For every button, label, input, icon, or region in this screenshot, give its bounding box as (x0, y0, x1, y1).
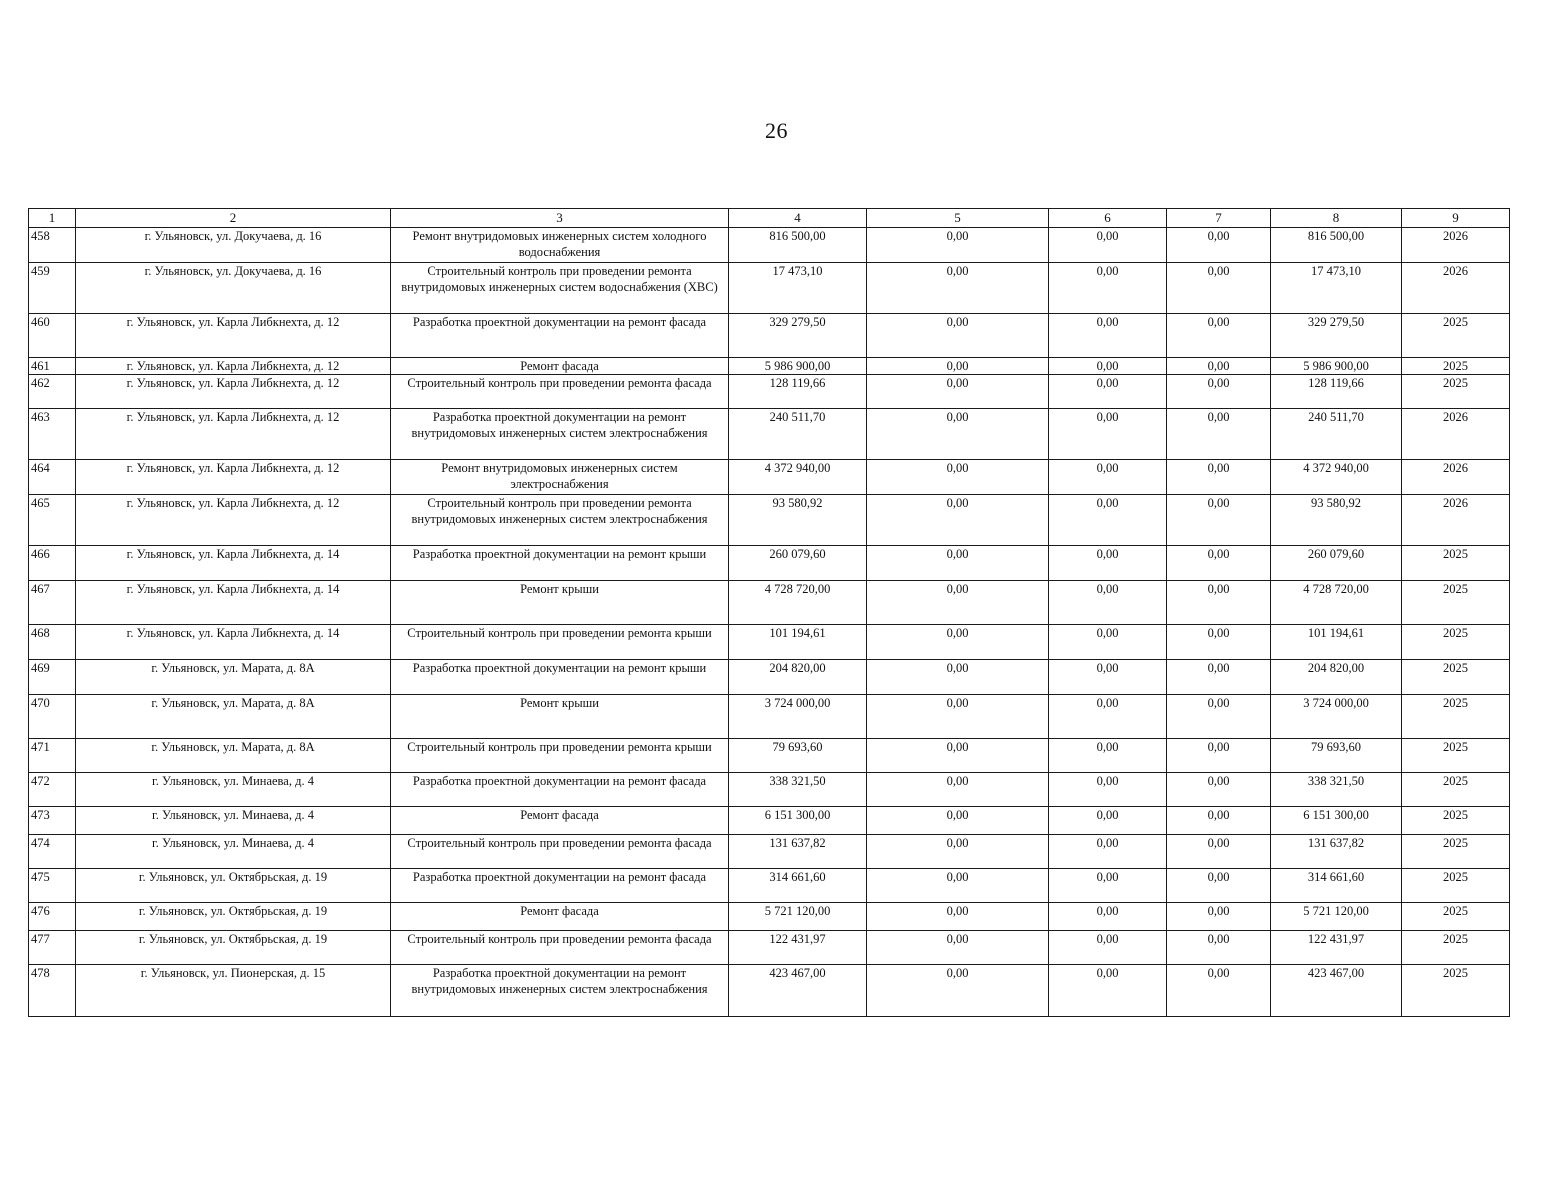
amount-col7-cell: 0,00 (1167, 869, 1271, 903)
table-row (29, 625, 1510, 660)
amount-col7-cell: 0,00 (1167, 314, 1271, 358)
address-cell: г. Ульяновск, ул. Пионерская, д. 15 (76, 965, 391, 1017)
amount-col4-cell: 204 820,00 (729, 660, 867, 695)
row-number: 468 (29, 625, 76, 660)
amount-col5-cell: 0,00 (867, 835, 1049, 869)
amount-col8-cell: 314 661,60 (1271, 869, 1402, 903)
address-cell: г. Ульяновск, ул. Октябрьская, д. 19 (76, 903, 391, 931)
amount-col6-cell: 0,00 (1049, 931, 1167, 965)
amount-col7-cell: 0,00 (1167, 581, 1271, 625)
amount-col7-cell: 0,00 (1167, 409, 1271, 460)
column-header: 4 (729, 209, 867, 228)
amount-col4-cell: 93 580,92 (729, 495, 867, 546)
year-cell: 2025 (1402, 903, 1510, 931)
amount-col7-cell: 0,00 (1167, 965, 1271, 1017)
amount-col4-cell: 423 467,00 (729, 965, 867, 1017)
amount-col5-cell: 0,00 (867, 409, 1049, 460)
amount-col5-cell: 0,00 (867, 263, 1049, 314)
row-number: 475 (29, 869, 76, 903)
work-type-cell: Строительный контроль при проведении ремонта крыши (391, 739, 729, 773)
year-cell: 2025 (1402, 931, 1510, 965)
table-row (29, 460, 1510, 495)
work-type-cell: Ремонт фасада (391, 358, 729, 375)
amount-col4-cell: 260 079,60 (729, 546, 867, 581)
address-cell: г. Ульяновск, ул. Марата, д. 8А (76, 695, 391, 739)
table-row (29, 903, 1510, 931)
address-cell: г. Ульяновск, ул. Минаева, д. 4 (76, 773, 391, 807)
table-body (29, 228, 1510, 1017)
amount-col5-cell: 0,00 (867, 460, 1049, 495)
amount-col7-cell: 0,00 (1167, 228, 1271, 263)
year-cell: 2025 (1402, 375, 1510, 409)
year-cell: 2026 (1402, 460, 1510, 495)
year-cell: 2025 (1402, 773, 1510, 807)
amount-col8-cell: 423 467,00 (1271, 965, 1402, 1017)
amount-col7-cell: 0,00 (1167, 660, 1271, 695)
amount-col7-cell: 0,00 (1167, 495, 1271, 546)
amount-col6-cell: 0,00 (1049, 495, 1167, 546)
amount-col5-cell: 0,00 (867, 931, 1049, 965)
table-row (29, 581, 1510, 625)
amount-col6-cell: 0,00 (1049, 835, 1167, 869)
amount-col7-cell: 0,00 (1167, 546, 1271, 581)
amount-col6-cell: 0,00 (1049, 358, 1167, 375)
amount-col6-cell: 0,00 (1049, 695, 1167, 739)
year-cell: 2025 (1402, 546, 1510, 581)
table-row (29, 931, 1510, 965)
amount-col5-cell: 0,00 (867, 495, 1049, 546)
table-row (29, 695, 1510, 739)
row-number: 470 (29, 695, 76, 739)
address-cell: г. Ульяновск, ул. Марата, д. 8А (76, 739, 391, 773)
work-type-cell: Разработка проектной документации на ремонт фасада (391, 869, 729, 903)
amount-col8-cell: 6 151 300,00 (1271, 807, 1402, 835)
amount-col7-cell: 0,00 (1167, 358, 1271, 375)
amount-col4-cell: 128 119,66 (729, 375, 867, 409)
address-cell: г. Ульяновск, ул. Карла Либкнехта, д. 12 (76, 358, 391, 375)
address-cell: г. Ульяновск, ул. Карла Либкнехта, д. 12 (76, 409, 391, 460)
amount-col4-cell: 122 431,97 (729, 931, 867, 965)
table-row (29, 409, 1510, 460)
amount-col5-cell: 0,00 (867, 695, 1049, 739)
year-cell: 2026 (1402, 495, 1510, 546)
amount-col8-cell: 4 372 940,00 (1271, 460, 1402, 495)
amount-col6-cell: 0,00 (1049, 660, 1167, 695)
row-number: 465 (29, 495, 76, 546)
amount-col7-cell: 0,00 (1167, 625, 1271, 660)
amount-col5-cell: 0,00 (867, 807, 1049, 835)
work-type-cell: Ремонт фасада (391, 903, 729, 931)
table-row (29, 228, 1510, 263)
amount-col6-cell: 0,00 (1049, 460, 1167, 495)
row-number: 472 (29, 773, 76, 807)
year-cell: 2025 (1402, 581, 1510, 625)
amount-col8-cell: 240 511,70 (1271, 409, 1402, 460)
amount-col6-cell: 0,00 (1049, 546, 1167, 581)
work-type-cell: Разработка проектной документации на ремонт крыши (391, 546, 729, 581)
work-type-cell: Ремонт крыши (391, 581, 729, 625)
address-cell: г. Ульяновск, ул. Карла Либкнехта, д. 12 (76, 375, 391, 409)
work-type-cell: Ремонт крыши (391, 695, 729, 739)
amount-col5-cell: 0,00 (867, 660, 1049, 695)
amount-col4-cell: 240 511,70 (729, 409, 867, 460)
table-row (29, 773, 1510, 807)
address-cell: г. Ульяновск, ул. Докучаева, д. 16 (76, 263, 391, 314)
address-cell: г. Ульяновск, ул. Карла Либкнехта, д. 12 (76, 495, 391, 546)
column-header: 7 (1167, 209, 1271, 228)
repair-register-table (28, 208, 1510, 1017)
amount-col5-cell: 0,00 (867, 546, 1049, 581)
amount-col7-cell: 0,00 (1167, 695, 1271, 739)
table-row (29, 739, 1510, 773)
amount-col4-cell: 329 279,50 (729, 314, 867, 358)
amount-col4-cell: 79 693,60 (729, 739, 867, 773)
amount-col4-cell: 314 661,60 (729, 869, 867, 903)
amount-col6-cell: 0,00 (1049, 409, 1167, 460)
amount-col4-cell: 4 728 720,00 (729, 581, 867, 625)
amount-col5-cell: 0,00 (867, 965, 1049, 1017)
amount-col8-cell: 338 321,50 (1271, 773, 1402, 807)
work-type-cell: Ремонт внутридомовых инженерных систем холодного водоснабжения (391, 228, 729, 263)
amount-col4-cell: 4 372 940,00 (729, 460, 867, 495)
work-type-cell: Разработка проектной документации на ремонт внутридомовых инженерных систем электроснабжения (391, 409, 729, 460)
column-header: 1 (29, 209, 76, 228)
work-type-cell: Строительный контроль при проведении ремонта крыши (391, 625, 729, 660)
year-cell: 2026 (1402, 409, 1510, 460)
work-type-cell: Разработка проектной документации на ремонт крыши (391, 660, 729, 695)
amount-col6-cell: 0,00 (1049, 807, 1167, 835)
column-header: 5 (867, 209, 1049, 228)
amount-col7-cell: 0,00 (1167, 931, 1271, 965)
year-cell: 2025 (1402, 739, 1510, 773)
row-number: 469 (29, 660, 76, 695)
amount-col4-cell: 338 321,50 (729, 773, 867, 807)
amount-col4-cell: 17 473,10 (729, 263, 867, 314)
address-cell: г. Ульяновск, ул. Докучаева, д. 16 (76, 228, 391, 263)
address-cell: г. Ульяновск, ул. Карла Либкнехта, д. 14 (76, 625, 391, 660)
row-number: 458 (29, 228, 76, 263)
amount-col8-cell: 101 194,61 (1271, 625, 1402, 660)
amount-col4-cell: 131 637,82 (729, 835, 867, 869)
column-header: 9 (1402, 209, 1510, 228)
address-cell: г. Ульяновск, ул. Октябрьская, д. 19 (76, 931, 391, 965)
row-number: 461 (29, 358, 76, 375)
row-number: 462 (29, 375, 76, 409)
amount-col5-cell: 0,00 (867, 581, 1049, 625)
table-row (29, 495, 1510, 546)
amount-col6-cell: 0,00 (1049, 869, 1167, 903)
column-header: 6 (1049, 209, 1167, 228)
amount-col5-cell: 0,00 (867, 869, 1049, 903)
amount-col5-cell: 0,00 (867, 625, 1049, 660)
amount-col8-cell: 3 724 000,00 (1271, 695, 1402, 739)
amount-col8-cell: 204 820,00 (1271, 660, 1402, 695)
address-cell: г. Ульяновск, ул. Октябрьская, д. 19 (76, 869, 391, 903)
amount-col4-cell: 5 986 900,00 (729, 358, 867, 375)
amount-col8-cell: 128 119,66 (1271, 375, 1402, 409)
year-cell: 2025 (1402, 807, 1510, 835)
amount-col6-cell: 0,00 (1049, 739, 1167, 773)
row-number: 467 (29, 581, 76, 625)
amount-col7-cell: 0,00 (1167, 807, 1271, 835)
amount-col5-cell: 0,00 (867, 773, 1049, 807)
amount-col6-cell: 0,00 (1049, 314, 1167, 358)
header-row (29, 209, 1510, 228)
amount-col5-cell: 0,00 (867, 314, 1049, 358)
amount-col8-cell: 260 079,60 (1271, 546, 1402, 581)
work-type-cell: Ремонт фасада (391, 807, 729, 835)
amount-col8-cell: 5 721 120,00 (1271, 903, 1402, 931)
address-cell: г. Ульяновск, ул. Карла Либкнехта, д. 14 (76, 546, 391, 581)
table-row (29, 546, 1510, 581)
year-cell: 2025 (1402, 625, 1510, 660)
amount-col4-cell: 3 724 000,00 (729, 695, 867, 739)
year-cell: 2026 (1402, 228, 1510, 263)
amount-col8-cell: 79 693,60 (1271, 739, 1402, 773)
year-cell: 2025 (1402, 358, 1510, 375)
amount-col8-cell: 131 637,82 (1271, 835, 1402, 869)
amount-col7-cell: 0,00 (1167, 903, 1271, 931)
row-number: 474 (29, 835, 76, 869)
work-type-cell: Строительный контроль при проведении ремонта внутридомовых инженерных систем электроснабжения (391, 495, 729, 546)
work-type-cell: Разработка проектной документации на ремонт внутридомовых инженерных систем электроснабжения (391, 965, 729, 1017)
amount-col8-cell: 816 500,00 (1271, 228, 1402, 263)
table-row (29, 263, 1510, 314)
table-row (29, 375, 1510, 409)
amount-col6-cell: 0,00 (1049, 903, 1167, 931)
address-cell: г. Ульяновск, ул. Минаева, д. 4 (76, 807, 391, 835)
year-cell: 2025 (1402, 695, 1510, 739)
row-number: 460 (29, 314, 76, 358)
table-row (29, 835, 1510, 869)
row-number: 473 (29, 807, 76, 835)
amount-col8-cell: 122 431,97 (1271, 931, 1402, 965)
address-cell: г. Ульяновск, ул. Марата, д. 8А (76, 660, 391, 695)
year-cell: 2025 (1402, 660, 1510, 695)
amount-col7-cell: 0,00 (1167, 375, 1271, 409)
amount-col8-cell: 4 728 720,00 (1271, 581, 1402, 625)
address-cell: г. Ульяновск, ул. Карла Либкнехта, д. 12 (76, 314, 391, 358)
amount-col8-cell: 329 279,50 (1271, 314, 1402, 358)
year-cell: 2025 (1402, 869, 1510, 903)
amount-col6-cell: 0,00 (1049, 375, 1167, 409)
page-number: 26 (765, 118, 788, 143)
row-number: 459 (29, 263, 76, 314)
table-row (29, 807, 1510, 835)
row-number: 463 (29, 409, 76, 460)
column-header: 8 (1271, 209, 1402, 228)
address-cell: г. Ульяновск, ул. Карла Либкнехта, д. 12 (76, 460, 391, 495)
year-cell: 2026 (1402, 263, 1510, 314)
amount-col8-cell: 5 986 900,00 (1271, 358, 1402, 375)
amount-col5-cell: 0,00 (867, 358, 1049, 375)
row-number: 471 (29, 739, 76, 773)
amount-col6-cell: 0,00 (1049, 581, 1167, 625)
work-type-cell: Строительный контроль при проведении ремонта фасада (391, 835, 729, 869)
amount-col6-cell: 0,00 (1049, 228, 1167, 263)
amount-col6-cell: 0,00 (1049, 965, 1167, 1017)
row-number: 478 (29, 965, 76, 1017)
amount-col4-cell: 816 500,00 (729, 228, 867, 263)
amount-col7-cell: 0,00 (1167, 835, 1271, 869)
table-row (29, 965, 1510, 1017)
address-cell: г. Ульяновск, ул. Карла Либкнехта, д. 14 (76, 581, 391, 625)
amount-col6-cell: 0,00 (1049, 625, 1167, 660)
table-row (29, 660, 1510, 695)
amount-col6-cell: 0,00 (1049, 773, 1167, 807)
amount-col7-cell: 0,00 (1167, 739, 1271, 773)
work-type-cell: Строительный контроль при проведении ремонта фасада (391, 375, 729, 409)
address-cell: г. Ульяновск, ул. Минаева, д. 4 (76, 835, 391, 869)
amount-col8-cell: 17 473,10 (1271, 263, 1402, 314)
amount-col4-cell: 6 151 300,00 (729, 807, 867, 835)
amount-col6-cell: 0,00 (1049, 263, 1167, 314)
work-type-cell: Разработка проектной документации на ремонт фасада (391, 773, 729, 807)
amount-col4-cell: 5 721 120,00 (729, 903, 867, 931)
year-cell: 2025 (1402, 835, 1510, 869)
amount-col5-cell: 0,00 (867, 375, 1049, 409)
year-cell: 2025 (1402, 314, 1510, 358)
row-number: 466 (29, 546, 76, 581)
amount-col5-cell: 0,00 (867, 739, 1049, 773)
amount-col7-cell: 0,00 (1167, 773, 1271, 807)
amount-col5-cell: 0,00 (867, 903, 1049, 931)
column-header: 3 (391, 209, 729, 228)
work-type-cell: Строительный контроль при проведении ремонта фасада (391, 931, 729, 965)
work-type-cell: Разработка проектной документации на ремонт фасада (391, 314, 729, 358)
amount-col5-cell: 0,00 (867, 228, 1049, 263)
amount-col7-cell: 0,00 (1167, 263, 1271, 314)
amount-col8-cell: 93 580,92 (1271, 495, 1402, 546)
amount-col7-cell: 0,00 (1167, 460, 1271, 495)
year-cell: 2025 (1402, 965, 1510, 1017)
row-number: 477 (29, 931, 76, 965)
table-row (29, 358, 1510, 375)
amount-col4-cell: 101 194,61 (729, 625, 867, 660)
row-number: 476 (29, 903, 76, 931)
column-header: 2 (76, 209, 391, 228)
table-row (29, 869, 1510, 903)
table-row (29, 314, 1510, 358)
row-number: 464 (29, 460, 76, 495)
work-type-cell: Ремонт внутридомовых инженерных систем электроснабжения (391, 460, 729, 495)
work-type-cell: Строительный контроль при проведении ремонта внутридомовых инженерных систем водоснабжения (ХВС) (391, 263, 729, 314)
